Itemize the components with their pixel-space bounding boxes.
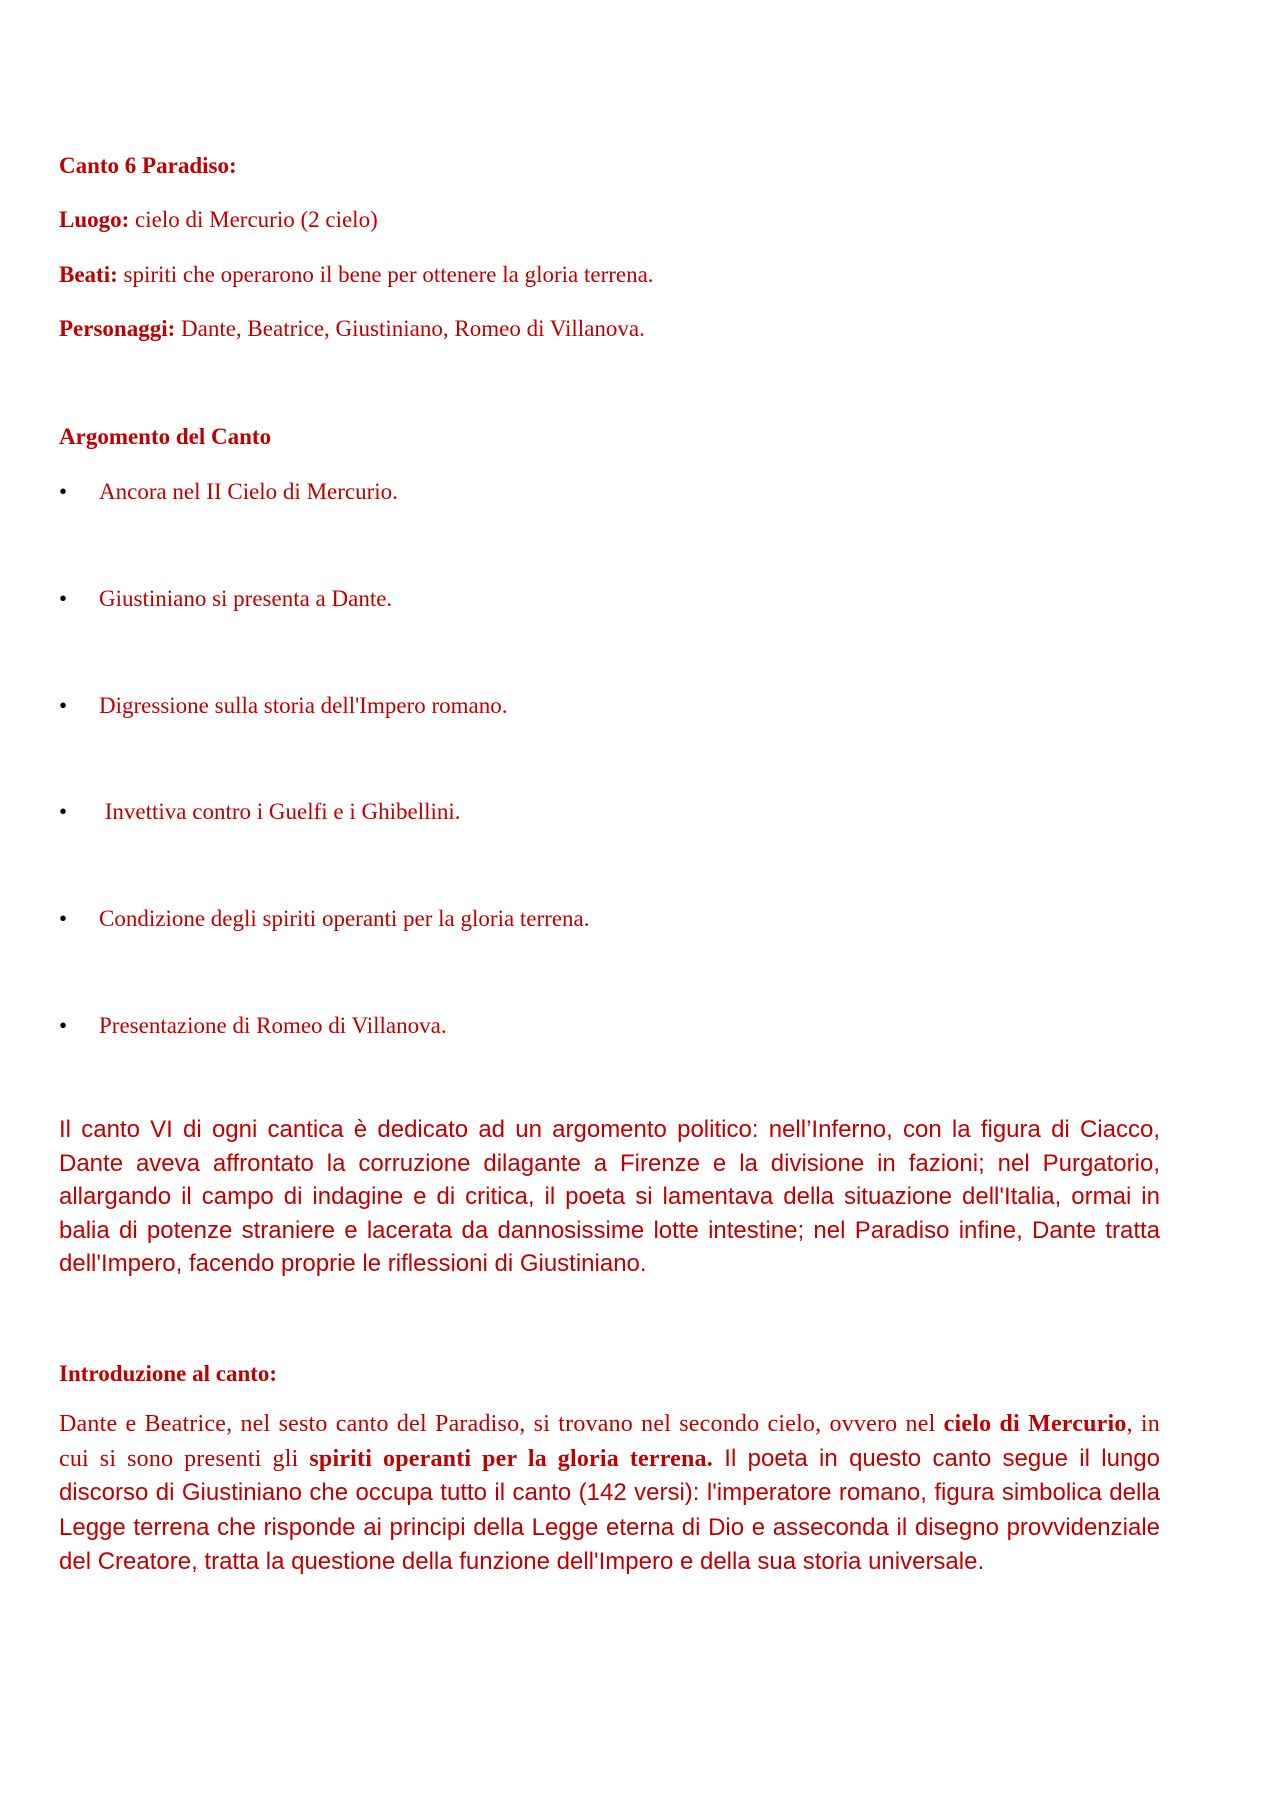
argomento-heading: Argomento del Canto <box>59 424 272 449</box>
list-item-text: Ancora nel II Cielo di Mercurio. <box>99 479 398 504</box>
list-item-text: Presentazione di Romeo di Villanova. <box>99 1013 447 1038</box>
bullet-icon: • <box>59 586 68 611</box>
luogo-label: Luogo: <box>59 207 130 232</box>
document-title: Canto 6 Paradiso: <box>59 153 237 178</box>
intro-text-2: , in cui si sono presenti gli <box>59 1411 1161 1472</box>
intro-bold-1: cielo di Mercurio <box>943 1411 1127 1437</box>
list-item-text: Condizione degli spiriti operanti per la gloria terrena. <box>99 906 590 931</box>
intro-bold-2: spiriti operanti per la gloria terrena. <box>309 1445 713 1472</box>
list-item-text: Giustiniano si presenta a Dante. <box>99 586 393 611</box>
political-argument-paragraph: Il canto VI di ogni cantica è dedicato ad un argomento politico: nell’Inferno, con la figura di Ciacco, Dante aveva affrontato la corruzione dilagante a Firenze e la divisione in fazioni; nel Purgatorio, allargando il campo di indagine e di critica, il poeta si lamentava della situazione dell'Italia, ormai in balia di potenze straniere e lacerata da dannosissime lotte intestine; nel Paradiso infine, Dante tratta dell'Impero, facendo proprie le riflessioni di Giustiniano. <box>59 1116 1160 1277</box>
beati-label: Beati: <box>59 262 118 287</box>
bullet-icon: • <box>59 906 68 931</box>
bullet-icon: • <box>59 799 68 824</box>
personaggi-line <box>59 315 645 343</box>
list-item-text: Invettiva contro i Guelfi e i Ghibellini. <box>99 799 461 824</box>
intro-paragraph <box>59 1408 1160 1580</box>
intro-text-1: Dante e Beatrice, nel sesto canto del Paradiso, si trovano nel secondo cielo, ovvero nel <box>59 1411 944 1437</box>
intro-heading: Introduzione al canto: <box>59 1361 278 1386</box>
luogo-value: cielo di Mercurio (2 cielo) <box>129 207 378 232</box>
bullet-icon: • <box>59 693 68 718</box>
list-item-text: Digressione sulla storia dell'Impero romano. <box>99 693 508 718</box>
luogo-line <box>59 206 378 234</box>
beati-value: spiriti che operarono il bene per ottenere la gloria terrena. <box>117 262 654 287</box>
beati-line <box>59 261 654 289</box>
personaggi-label: Personaggi: <box>59 316 176 341</box>
personaggi-value: Dante, Beatrice, Giustiniano, Romeo di Villanova. <box>175 316 645 341</box>
intro-text-3: Il poeta in questo canto segue il lungo discorso di Giustiniano che occupa tutto il canto (142 versi): l'imperatore romano, figura simbolica della Legge terrena che risponde ai principi della Legge eterna di Dio e asseconda il disegno provvidenziale del Creatore, tratta la questione della funzione dell'Impero e della sua storia universale. <box>59 1444 1160 1575</box>
bullet-icon: • <box>59 479 68 504</box>
bullet-icon: • <box>59 1013 68 1038</box>
